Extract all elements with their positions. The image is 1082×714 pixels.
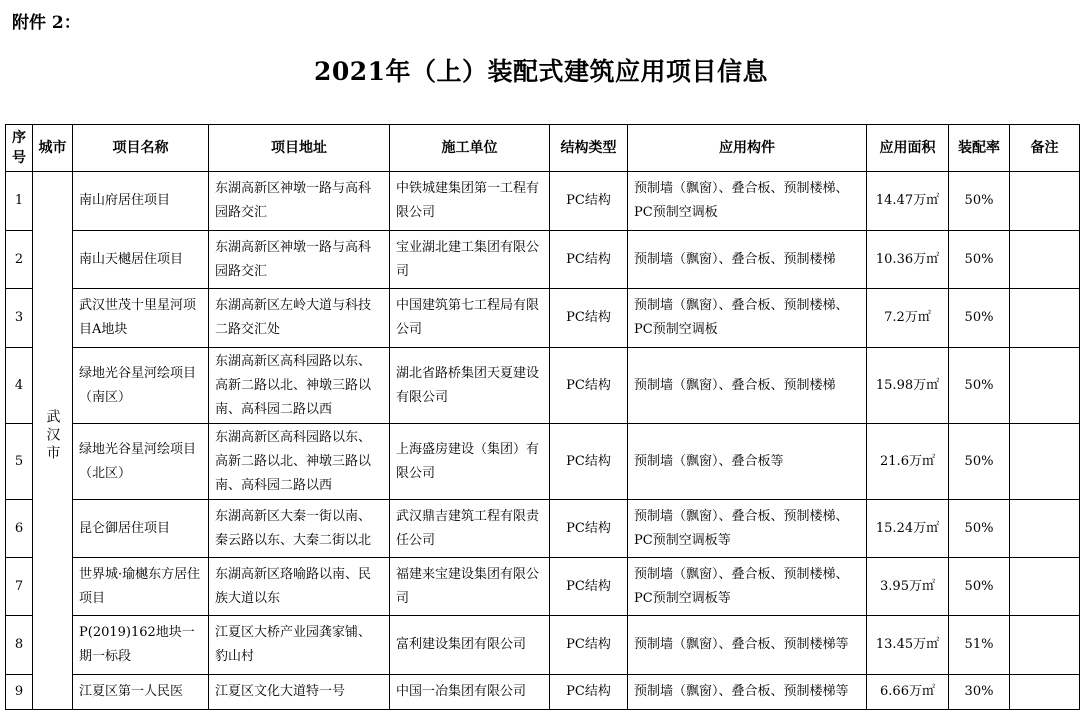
- cell-structure: PC结构: [550, 348, 628, 424]
- cell-area: 3.95万㎡: [867, 558, 949, 616]
- cell-note: [1010, 500, 1080, 558]
- city-label: 武汉市: [44, 409, 61, 463]
- cell-rate: 50%: [949, 500, 1010, 558]
- page-title: 2021年（上）装配式建筑应用项目信息: [313, 57, 769, 86]
- cell-no: 5: [6, 424, 33, 500]
- cell-no: 2: [6, 231, 33, 289]
- cell-note: [1010, 172, 1080, 231]
- cell-address: 东湖高新区大秦一街以南、秦云路以东、大秦二街以北: [209, 500, 390, 558]
- cell-note: [1010, 558, 1080, 616]
- header-components: 应用构件: [628, 125, 867, 172]
- cell-no: 8: [6, 616, 33, 675]
- table-row: [6, 558, 1080, 616]
- cell-address: 东湖高新区左岭大道与科技二路交汇处: [209, 289, 390, 348]
- cell-area: 21.6万㎡: [867, 424, 949, 500]
- cell-builder: 中国建筑第七工程局有限公司: [390, 289, 550, 348]
- cell-components: 预制墙（飘窗）、叠合板、预制楼梯、PC预制空调板等: [628, 558, 867, 616]
- table-row: [6, 231, 1080, 289]
- table-row: [6, 500, 1080, 558]
- cell-rate: 50%: [949, 558, 1010, 616]
- table-row: [6, 348, 1080, 424]
- cell-no: 1: [6, 172, 33, 231]
- cell-no: 6: [6, 500, 33, 558]
- cell-builder: 湖北省路桥集团天夏建设有限公司: [390, 348, 550, 424]
- cell-structure: PC结构: [550, 289, 628, 348]
- cell-builder: 富利建设集团有限公司: [390, 616, 550, 675]
- cell-address: 东湖高新区神墩一路与高科园路交汇: [209, 231, 390, 289]
- cell-area: 13.45万㎡: [867, 616, 949, 675]
- cell-builder: 中国一冶集团有限公司: [390, 675, 550, 710]
- cell-name: 江夏区第一人民医: [73, 675, 209, 710]
- cell-structure: PC结构: [550, 558, 628, 616]
- cell-components: 预制墙（飘窗）、叠合板、预制楼梯: [628, 348, 867, 424]
- cell-components: 预制墙（飘窗）、叠合板、预制楼梯等: [628, 616, 867, 675]
- cell-components: 预制墙（飘窗）、叠合板、预制楼梯、PC预制空调板: [628, 172, 867, 231]
- cell-components: 预制墙（飘窗）、叠合板、预制楼梯、PC预制空调板: [628, 289, 867, 348]
- header-structure: 结构类型: [550, 125, 628, 172]
- cell-structure: PC结构: [550, 231, 628, 289]
- header-builder: 施工单位: [390, 125, 550, 172]
- cell-rate: 50%: [949, 424, 1010, 500]
- cell-structure: PC结构: [550, 172, 628, 231]
- cell-rate: 30%: [949, 675, 1010, 710]
- cell-name: 世界城·瑜樾东方居住项目: [73, 558, 209, 616]
- cell-no: 7: [6, 558, 33, 616]
- cell-area: 15.98万㎡: [867, 348, 949, 424]
- cell-no: 3: [6, 289, 33, 348]
- header-name: 项目名称: [73, 125, 209, 172]
- cell-area: 6.66万㎡: [867, 675, 949, 710]
- cell-note: [1010, 616, 1080, 675]
- cell-structure: PC结构: [550, 675, 628, 710]
- cell-name: 绿地光谷星河绘项目（南区）: [73, 348, 209, 424]
- cell-name: P(2019)162地块一期一标段: [73, 616, 209, 675]
- cell-address: 江夏区文化大道特一号: [209, 675, 390, 710]
- cell-name: 绿地光谷星河绘项目（北区）: [73, 424, 209, 500]
- cell-address: 东湖高新区珞喻路以南、民族大道以东: [209, 558, 390, 616]
- cell-no: 9: [6, 675, 33, 710]
- table-header-row: [6, 125, 1080, 172]
- cell-note: [1010, 231, 1080, 289]
- cell-area: 7.2万㎡: [867, 289, 949, 348]
- cell-note: [1010, 675, 1080, 710]
- cell-address: 东湖高新区神墩一路与高科园路交汇: [209, 172, 390, 231]
- cell-name: 南山府居住项目: [73, 172, 209, 231]
- cell-components: 预制墙（飘窗）、叠合板、预制楼梯、PC预制空调板等: [628, 500, 867, 558]
- attachment-label: 附件 2：: [12, 13, 81, 33]
- cell-rate: 51%: [949, 616, 1010, 675]
- cell-rate: 50%: [949, 348, 1010, 424]
- table-row: [6, 616, 1080, 675]
- cell-rate: 50%: [949, 231, 1010, 289]
- table-row: [6, 172, 1080, 231]
- project-table: [5, 124, 1080, 710]
- cell-name: 南山天樾居住项目: [73, 231, 209, 289]
- cell-address: 江夏区大桥产业园龚家铺、豹山村: [209, 616, 390, 675]
- cell-builder: 中铁城建集团第一工程有限公司: [390, 172, 550, 231]
- cell-rate: 50%: [949, 289, 1010, 348]
- cell-structure: PC结构: [550, 616, 628, 675]
- cell-area: 15.24万㎡: [867, 500, 949, 558]
- header-area: 应用面积: [867, 125, 949, 172]
- cell-city: [33, 172, 73, 710]
- header-city: 城市: [33, 125, 73, 172]
- header-rate: 装配率: [949, 125, 1010, 172]
- header-note: 备注: [1010, 125, 1080, 172]
- cell-name: 武汉世茂十里星河项目A地块: [73, 289, 209, 348]
- table-row: [6, 675, 1080, 710]
- cell-components: 预制墙（飘窗）、叠合板、预制楼梯等: [628, 675, 867, 710]
- cell-builder: 福建来宝建设集团有限公司: [390, 558, 550, 616]
- cell-address: 东湖高新区高科园路以东、高新二路以北、神墩三路以南、高科园二路以西: [209, 424, 390, 500]
- cell-structure: PC结构: [550, 500, 628, 558]
- header-no: 序号: [6, 125, 33, 172]
- cell-note: [1010, 348, 1080, 424]
- cell-builder: 上海盛房建设（集团）有限公司: [390, 424, 550, 500]
- header-address: 项目地址: [209, 125, 390, 172]
- cell-area: 10.36万㎡: [867, 231, 949, 289]
- cell-address: 东湖高新区高科园路以东、高新二路以北、神墩三路以南、高科园二路以西: [209, 348, 390, 424]
- cell-area: 14.47万㎡: [867, 172, 949, 231]
- cell-builder: 武汉鼎吉建筑工程有限责任公司: [390, 500, 550, 558]
- cell-components: 预制墙（飘窗）、叠合板、预制楼梯: [628, 231, 867, 289]
- cell-structure: PC结构: [550, 424, 628, 500]
- cell-components: 预制墙（飘窗）、叠合板等: [628, 424, 867, 500]
- cell-rate: 50%: [949, 172, 1010, 231]
- cell-note: [1010, 424, 1080, 500]
- table-row: [6, 289, 1080, 348]
- cell-no: 4: [6, 348, 33, 424]
- cell-note: [1010, 289, 1080, 348]
- cell-builder: 宝业湖北建工集团有限公司: [390, 231, 550, 289]
- cell-name: 昆仑御居住项目: [73, 500, 209, 558]
- table-row: [6, 424, 1080, 500]
